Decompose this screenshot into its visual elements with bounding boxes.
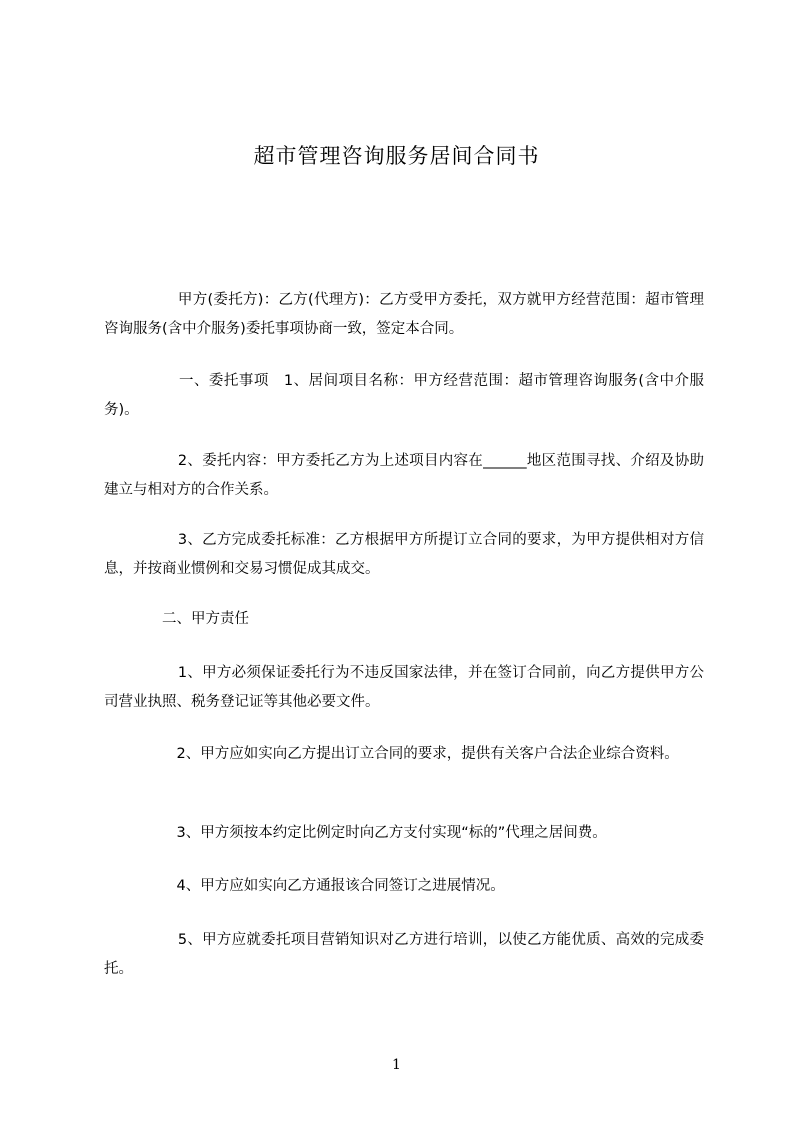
page-number: 1 (392, 1057, 401, 1073)
paragraph-section-2-item-4: 4、甲方应如实向乙方通报该合同签订之进展情况。 (104, 878, 505, 894)
paragraph-section-1-item-3: 3、乙方完成委托标准：乙方根据甲方所提订立合同的要求，为甲方提供相对方信息，并按商业惯例和交易习惯促成其成交。 (104, 532, 704, 577)
paragraph-section-2-item-3: 3、甲方须按本约定比例定时向乙方支付实现“标的”代理之居间费。 (104, 825, 607, 841)
section-heading-party-a-duties: 二、甲方责任 (104, 611, 249, 627)
paragraph-parties: 甲方(委托方)：乙方(代理方)：乙方受甲方委托，双方就甲方经营范围：超市管理咨询服务(含中介服务)委托事项协商一致，签定本合同。 (104, 292, 704, 337)
paragraph-section-1-item-1: 一、委托事项 1、居间项目名称：甲方经营范围：超市管理咨询服务(含中介服务)。 (104, 373, 704, 418)
paragraph-section-2-item-5: 5、甲方应就委托项目营销知识对乙方进行培训，以使乙方能优质、高效的完成委托。 (104, 932, 704, 977)
paragraph-section-2-item-1: 1、甲方必须保证委托行为不违反国家法律，并在签订合同前，向乙方提供甲方公司营业执照、税务登记证等其他必要文件。 (104, 665, 704, 710)
paragraph-section-2-item-2: 2、甲方应如实向乙方提出订立合同的要求，提供有关客户合法企业综合资料。 (104, 746, 679, 762)
document-title: 超市管理咨询服务居间合同书 (253, 144, 540, 168)
paragraph-section-1-item-2: 2、委托内容：甲方委托乙方为上述项目内容在______地区范围寻找、介绍及协助建立与相对方的合作关系。 (104, 453, 704, 498)
